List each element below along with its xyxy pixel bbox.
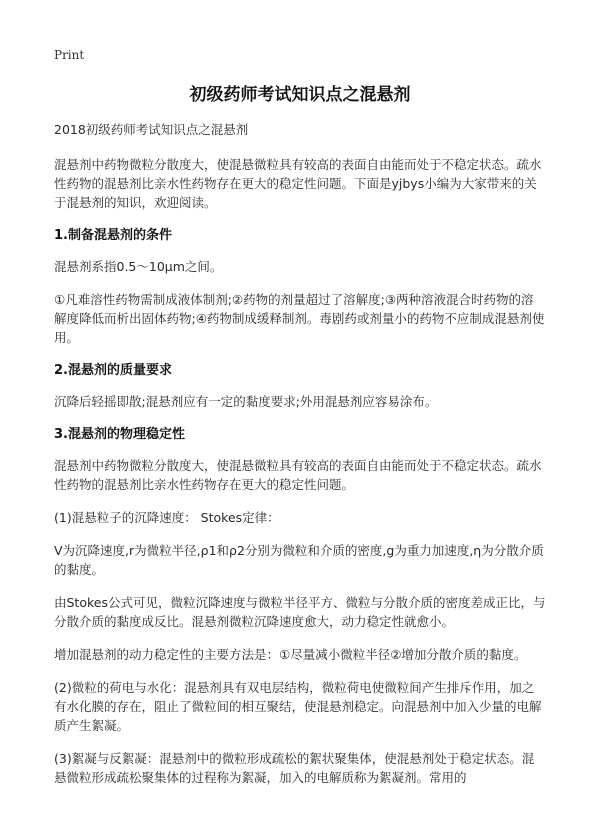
section-3-paragraph: (3)絮凝与反絮凝：混悬剂中的微粒形成疏松的絮状聚集体，使混悬剂处于稳定状态。混悬微粒形成疏松聚集体的过程称为絮凝，加入的电解质称为絮凝剂。常用的 [54, 751, 535, 785]
section-1-heading: 1.制备混悬剂的条件 [54, 228, 172, 243]
section-3-paragraph: 增加混悬剂的动力稳定性的主要方法是：①尽量减小微粒半径②增加分散介质的黏度。 [54, 647, 527, 662]
section-3-paragraph: (2)微粒的荷电与水化：混悬剂具有双电层结构，微粒荷电使微粒间产生排斥作用，加之有水化膜的存在，阻止了微粒间的相互聚结，使混悬剂稳定。向混悬剂中加入少量的电解质产生絮凝。 [54, 680, 542, 733]
article-body [54, 120, 546, 801]
page-title: 初级药师考试知识点之混悬剂 [189, 85, 411, 105]
section-3-heading: 3.混悬剂的物理稳定性 [54, 427, 185, 442]
article-subtitle: 2018初级药师考试知识点之混悬剂 [54, 122, 249, 137]
section-2-paragraph: 沉降后轻摇即散;混悬剂应有一定的黏度要求;外用混悬剂应容易涂布。 [54, 394, 438, 409]
section-1-paragraph: 混悬剂系指0.5～10μm之间。 [54, 259, 223, 274]
section-3-paragraph: (1)混悬粒子的沉降速度： Stokes定律： [54, 510, 280, 525]
section-3-paragraph: V为沉降速度,r为微粒半径,ρ1和ρ2分别为微粒和介质的密度,g为重力加速度,η为分散介质的黏度。 [54, 543, 544, 577]
section-3-paragraph: 混悬剂中药物微粒分散度大，使混悬微粒具有较高的表面自由能而处于不稳定状态。疏水性药物的混悬剂比亲水性药物存在更大的稳定性问题。 [54, 458, 542, 492]
print-link[interactable]: Print [54, 48, 85, 62]
intro-paragraph: 混悬剂中药物微粒分散度大，使混悬微粒具有较高的表面自由能而处于不稳定状态。疏水性药物的混悬剂比亲水性药物存在更大的稳定性问题。下面是yjbys小编为大家带来的关于混悬剂的知识，欢迎阅读。 [54, 157, 542, 210]
section-3-paragraph: 由Stokes公式可见，微粒沉降速度与微粒半径平方、微粒与分散介质的密度差成正比，与分散介质的黏度成反比。混悬剂微粒沉降速度愈大，动力稳定性就愈小。 [54, 595, 546, 629]
section-1-paragraph: ①凡难溶性药物需制成液体制剂;②药物的剂量超过了溶解度;③两种溶液混合时药物的溶解度降低而析出固体药物;④药物制成缓释制剂。毒剧药或剂量小的药物不应制成混悬剂使用。 [54, 292, 545, 345]
section-2-heading: 2.混悬剂的质量要求 [54, 363, 172, 378]
